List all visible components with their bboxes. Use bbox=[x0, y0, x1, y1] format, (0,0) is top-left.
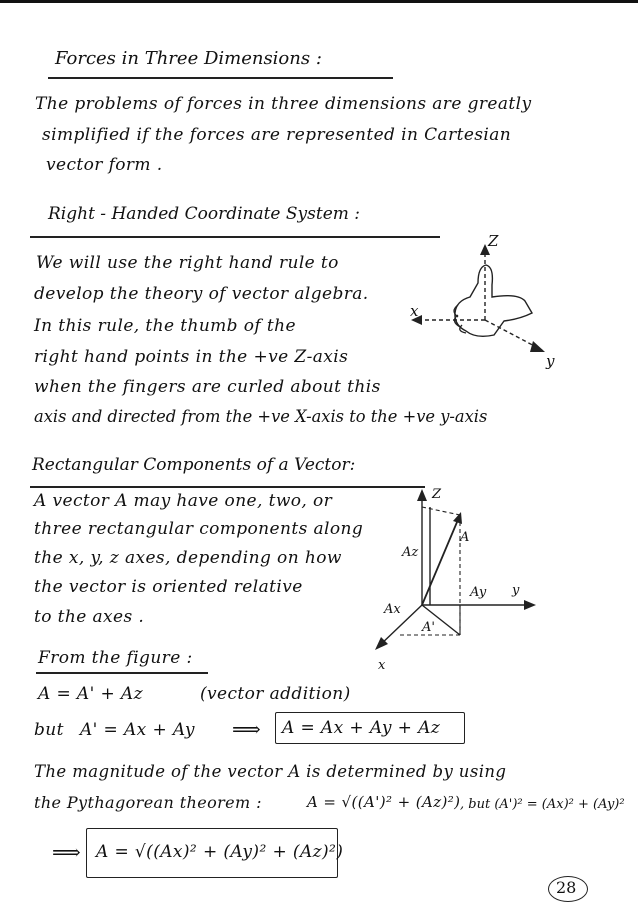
section1-line-5: when the fingers are curled about this bbox=[34, 377, 381, 397]
section-heading-rectangular-components: Rectangular Components of a Vector: bbox=[32, 455, 356, 475]
eq-result-A: A = Ax + Ay + Az bbox=[282, 718, 441, 738]
top-border bbox=[0, 0, 638, 3]
section2-line-2: three rectangular components along bbox=[34, 519, 364, 539]
section2-line-4: the vector is oriented relative bbox=[34, 577, 303, 597]
section1-line-2: develop the theory of vector algebra. bbox=[34, 284, 369, 304]
section1-line-3: In this rule, the thumb of the bbox=[34, 316, 296, 336]
implies-arrow: ⟹ bbox=[232, 717, 262, 741]
vec-fig-Ay-label: Ay bbox=[470, 585, 487, 600]
from-figure-underline bbox=[36, 672, 208, 674]
section-heading-right-handed: Right - Handed Coordinate System : bbox=[48, 204, 361, 224]
y-arrowhead bbox=[530, 341, 545, 352]
vec-fig-x-label: x bbox=[378, 658, 386, 673]
hand-fig-z-label: Z bbox=[488, 232, 499, 250]
vec-fig-Aprime-label: A' bbox=[422, 620, 435, 635]
section2-line-3: the x, y, z axes, depending on how bbox=[34, 548, 342, 568]
hand-fig-y-label: y bbox=[546, 352, 555, 370]
title-underline bbox=[48, 77, 393, 79]
eq-vector-addition: A = A' + Az bbox=[38, 684, 143, 704]
intro-line-3: vector form . bbox=[46, 155, 163, 175]
magnitude-line-2-prefix: the Pythagorean theorem : bbox=[34, 793, 262, 812]
intro-line-1: The problems of forces in three dimensions are greatly bbox=[35, 94, 532, 114]
vector-components-figure bbox=[370, 485, 570, 675]
final-magnitude-eq: A = √((Ax)² + (Ay)² + (Az)²) bbox=[96, 842, 344, 862]
intro-line-2: simplified if the forces are represented in Cartesian bbox=[42, 125, 512, 145]
hand-icon bbox=[455, 265, 532, 336]
section1-underline bbox=[30, 236, 440, 238]
page-title: Forces in Three Dimensions : bbox=[55, 48, 322, 69]
magnitude-line-2-but: , but (A')² = (Ax)² + (Ay)² bbox=[460, 797, 625, 812]
magnitude-line-1: The magnitude of the vector A is determined by using bbox=[34, 762, 507, 781]
vector-A bbox=[422, 515, 460, 605]
section2-line-5: to the axes . bbox=[34, 607, 145, 627]
section2-line-1: A vector A may have one, two, or bbox=[34, 491, 333, 511]
vec-fig-y-label: y bbox=[512, 583, 520, 598]
vec-fig-Ax-label: Ax bbox=[384, 602, 401, 617]
vec-fig-z-label: Z bbox=[432, 487, 442, 502]
magnitude-line-2-eq: A = √((A')² + (Az)²) bbox=[307, 793, 461, 811]
final-implies-arrow: ⟹ bbox=[52, 840, 82, 864]
eq-vector-addition-note: (vector addition) bbox=[200, 684, 351, 704]
section1-line-1: We will use the right hand rule to bbox=[36, 253, 339, 273]
page-number: 28 bbox=[556, 878, 577, 897]
vec-fig-A-label: A bbox=[460, 530, 470, 545]
section1-line-6: axis and directed from the +ve X-axis to the +ve y-axis bbox=[34, 407, 488, 426]
right-hand-figure bbox=[400, 235, 560, 365]
but-label: but bbox=[34, 720, 64, 740]
section1-line-4: right hand points in the +ve Z-axis bbox=[34, 347, 349, 367]
from-figure-label: From the figure : bbox=[38, 648, 193, 668]
eq-aprime: A' = Ax + Ay bbox=[80, 720, 195, 740]
hand-fig-x-label: x bbox=[410, 302, 419, 320]
dash-b bbox=[422, 507, 460, 515]
vec-fig-Az-label: Az bbox=[402, 545, 419, 560]
section2-underline bbox=[30, 486, 425, 488]
